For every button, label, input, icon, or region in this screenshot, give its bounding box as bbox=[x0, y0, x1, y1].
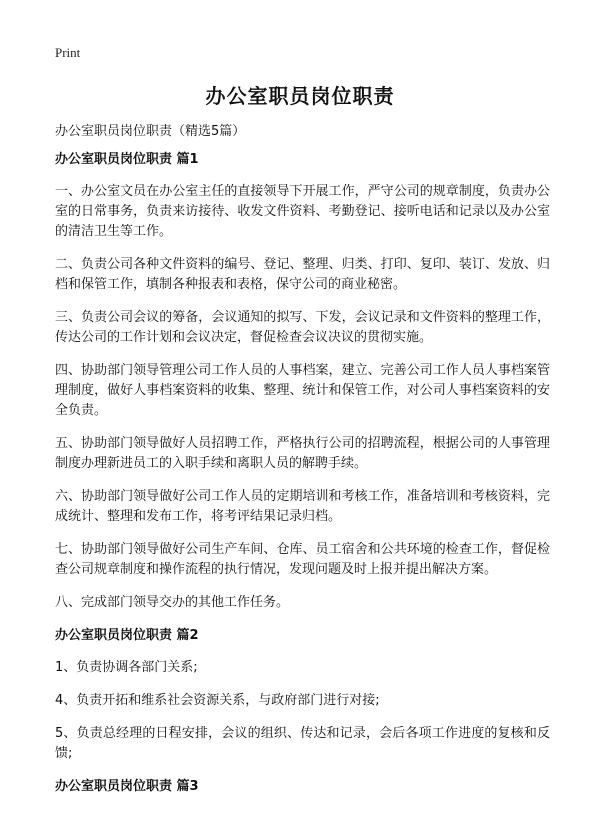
paragraph: 一、办公室文员在办公室主任的直接领导下开展工作，严守公司的规章制度，负责办公室的日常事务，负责来访接待、收发文件资料、考勤登记、接听电话和记录以及办公室的清洁卫生等工作。 bbox=[55, 184, 550, 239]
paragraph: 四、协助部门领导管理公司工作人员的人事档案，建立、完善公司工作人员人事档案管理制度，做好人事档案资料的收集、整理、统计和保管工作，对公司人事档案资料的安全负责。 bbox=[55, 363, 550, 418]
section-heading: 办公室职员岗位职责 篇2 bbox=[55, 628, 199, 643]
paragraph: 1、负责协调各部门关系; bbox=[55, 660, 198, 675]
print-link[interactable]: Print bbox=[55, 45, 81, 60]
paragraph: 七、协助部门领导做好公司生产车间、仓库、员工宿舍和公共环境的检查工作，督促检查公司规章制度和操作流程的执行情况，发现问题及时上报并提出解决方案。 bbox=[55, 542, 550, 577]
paragraph: 八、完成部门领导交办的其他工作任务。 bbox=[55, 595, 290, 610]
section-heading: 办公室职员岗位职责 篇1 bbox=[55, 152, 199, 167]
section-3 bbox=[55, 777, 550, 797]
document-subtitle: 办公室职员岗位职责（精选5篇） bbox=[55, 124, 246, 139]
paragraph: 五、协助部门领导做好人员招聘工作，严格执行公司的招聘流程，根据公司的人事管理制度办理新进员工的入职手续和离职人员的解聘手续。 bbox=[55, 436, 550, 471]
paragraph: 5、负责总经理的日程安排，会议的组织、传达和记录，会后各项工作进度的复核和反馈; bbox=[55, 726, 550, 761]
document-body bbox=[55, 150, 550, 809]
section-2 bbox=[55, 626, 550, 764]
paragraph: 三、负责公司会议的筹备，会议通知的拟写、下发，会议记录和文件资料的整理工作，传达公司的工作计划和会议决定，督促检查会议决议的贯彻实施。 bbox=[55, 310, 550, 345]
paragraph: 二、负责公司各种文件资料的编号、登记、整理、归类、打印、复印、装订、发放、归档和保管工作，填制各种报表和表格，保守公司的商业秘密。 bbox=[55, 257, 550, 292]
paragraph: 4、负责开拓和维系社会资源关系，与政府部门进行对接; bbox=[55, 693, 380, 708]
paragraph: 六、协助部门领导做好公司工作人员的定期培训和考核工作，准备培训和考核资料，完成统计、整理和发布工作，将考评结果记录归档。 bbox=[55, 489, 550, 524]
page-title: 办公室职员岗位职责 bbox=[205, 84, 395, 108]
section-1 bbox=[55, 150, 550, 613]
section-heading: 办公室职员岗位职责 篇3 bbox=[55, 779, 199, 794]
